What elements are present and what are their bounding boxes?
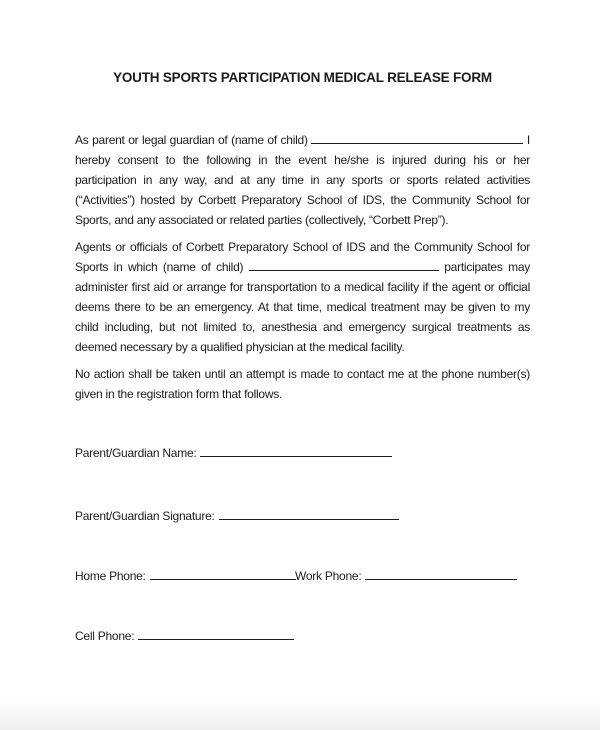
- cell-phone-label: Cell Phone:: [75, 629, 135, 643]
- cell-phone-field: [75, 627, 294, 644]
- parent-name-blank[interactable]: [200, 444, 392, 457]
- child-name-blank-2[interactable]: [249, 259, 439, 271]
- consent-paragraph: [75, 130, 530, 230]
- home-phone-label: Home Phone:: [75, 569, 146, 583]
- consent-text-start: As parent or legal guardian of (name of child): [75, 133, 308, 147]
- work-phone-field: [295, 567, 517, 584]
- form-title: YOUTH SPORTS PARTICIPATION MEDICAL RELEASE FORM: [113, 70, 492, 85]
- work-phone-blank[interactable]: [365, 567, 517, 580]
- child-name-blank[interactable]: [311, 132, 523, 144]
- agents-paragraph: [75, 237, 530, 357]
- home-phone-blank[interactable]: [150, 567, 296, 580]
- parent-name-field: [75, 444, 392, 461]
- cell-phone-blank[interactable]: [138, 627, 294, 640]
- home-phone-field: [75, 567, 296, 584]
- consent-text-rest: I hereby consent to the following in the event he/she is injured during his or her participation in any way, and at any time in any sports or sports related activities (“Activities”) hosted by Corbett Preparatory School of IDS, the Community School for Sports, and any associated or related parties (collectively, “Corbett Prep”).: [75, 133, 530, 227]
- parent-signature-field: [75, 507, 399, 524]
- parent-signature-blank[interactable]: [219, 507, 399, 520]
- agents-text-start: Agents or officials of Corbett Preparatory School of IDS and the Community School for Sports in which (name of child): [75, 240, 530, 274]
- agents-text-rest: participates may administer first aid or arrange for transportation to a medical facility if the agent or official deems there to be an emergency. At that time, medical treatment may be given to my child including, but not limited to, anesthesia and emergency surgical treatments as deemed necessary by a qualified physician at the medical facility.: [75, 260, 530, 354]
- contact-paragraph: No action shall be taken until an attempt is made to contact me at the phone number(s) given in the registration form that follows.: [75, 367, 530, 401]
- work-phone-label: Work Phone:: [295, 569, 362, 583]
- parent-name-label: Parent/Guardian Name:: [75, 446, 197, 460]
- parent-signature-label: Parent/Guardian Signature:: [75, 509, 215, 523]
- page-bottom-edge: [0, 700, 600, 730]
